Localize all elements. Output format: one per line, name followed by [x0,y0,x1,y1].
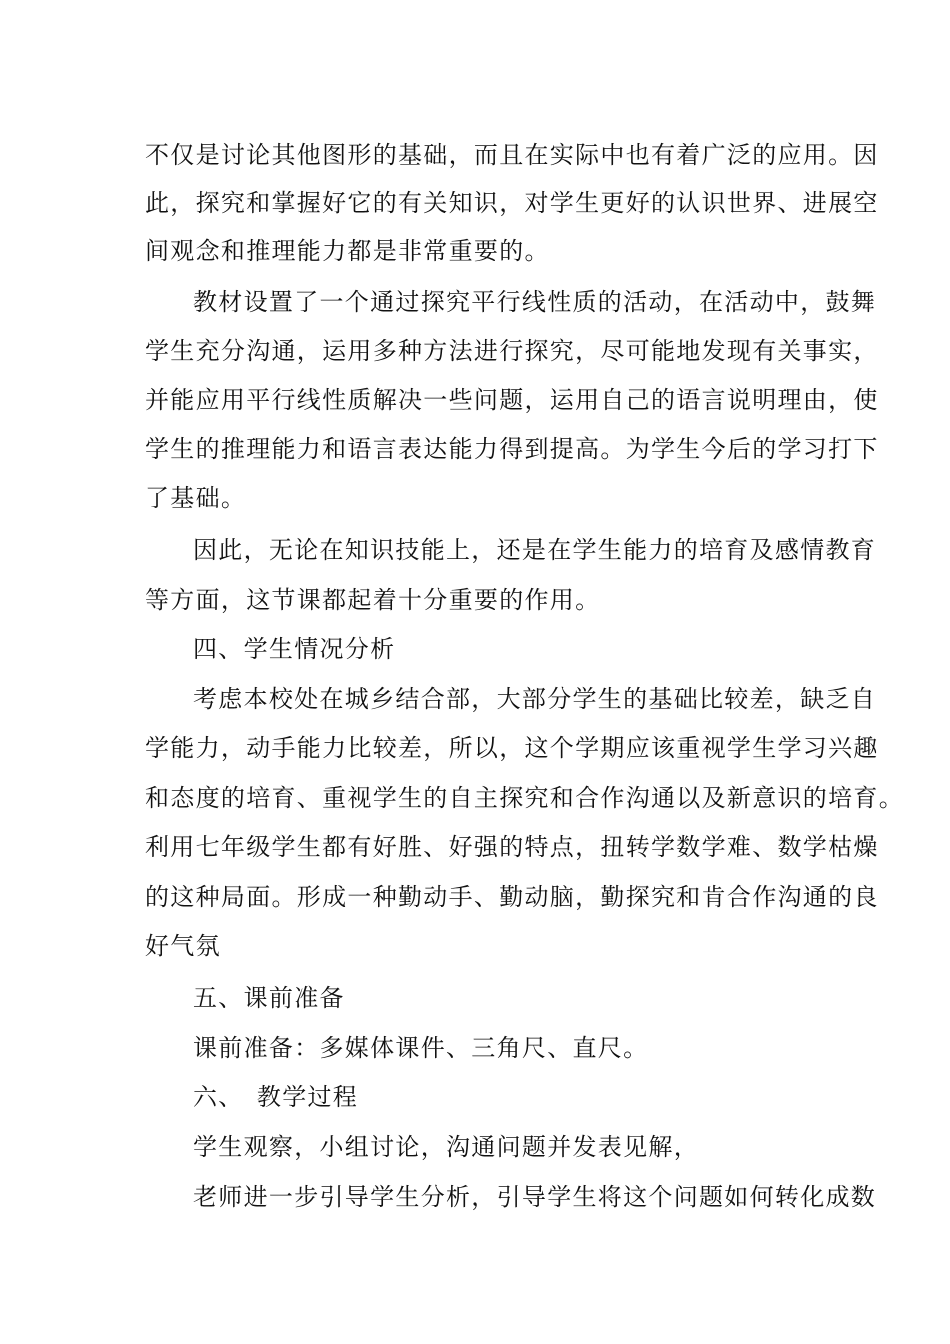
text-line: 等方面，这节课都起着十分重要的作用。 [145,586,601,614]
text-line: 学生观察，小组讨论，沟通问题并发表见解， [193,1133,699,1161]
text-line: 利用七年级学生都有好胜、好强的特点，扭转学数学难、数学枯燥 [145,833,879,861]
text-line: 考虑本校处在城乡结合部，大部分学生的基础比较差，缺乏自 [193,685,877,713]
text-line: 老师进一步引导学生分析，引导学生将这个问题如何转化成数 [193,1183,877,1211]
text-line: 好气氛 [145,932,221,960]
text-line: 此，探究和掌握好它的有关知识，对学生更好的认识世界、进展空 [145,189,879,217]
text-line: 学能力，动手能力比较差，所以，这个学期应该重视学生学习兴趣 [145,734,879,762]
section-heading: 五、课前准备 [193,984,345,1012]
section-heading: 四、学生情况分析 [193,635,396,663]
text-line: 和态度的培育、重视学生的自主探究和合作沟通以及新意识的培育。 [145,784,904,812]
text-line: 学生的推理能力和语言表达能力得到提高。为学生今后的学习打下 [145,435,879,463]
text-line: 教材设置了一个通过探究平行线性质的活动，在活动中，鼓舞 [193,288,877,316]
text-line: 不仅是讨论其他图形的基础，而且在实际中也有着广泛的应用。因 [145,141,879,169]
text-line: 了基础。 [145,484,247,512]
text-line: 学生充分沟通，运用多种方法进行探究，尽可能地发现有关事实， [145,337,879,365]
text-line: 并能应用平行线性质解决一些问题，运用自己的语言说明理由，使 [145,386,879,414]
text-line: 的这种局面。形成一种勤动手、勤动脑，勤探究和肯合作沟通的良 [145,883,879,911]
text-line: 间观念和推理能力都是非常重要的。 [145,237,550,265]
text-line: 因此，无论在知识技能上，还是在学生能力的培育及感情教育 [193,536,877,564]
text-line: 课前准备：多媒体课件、三角尺、直尺。 [193,1034,649,1062]
section-heading: 六、 教学过程 [193,1083,359,1111]
